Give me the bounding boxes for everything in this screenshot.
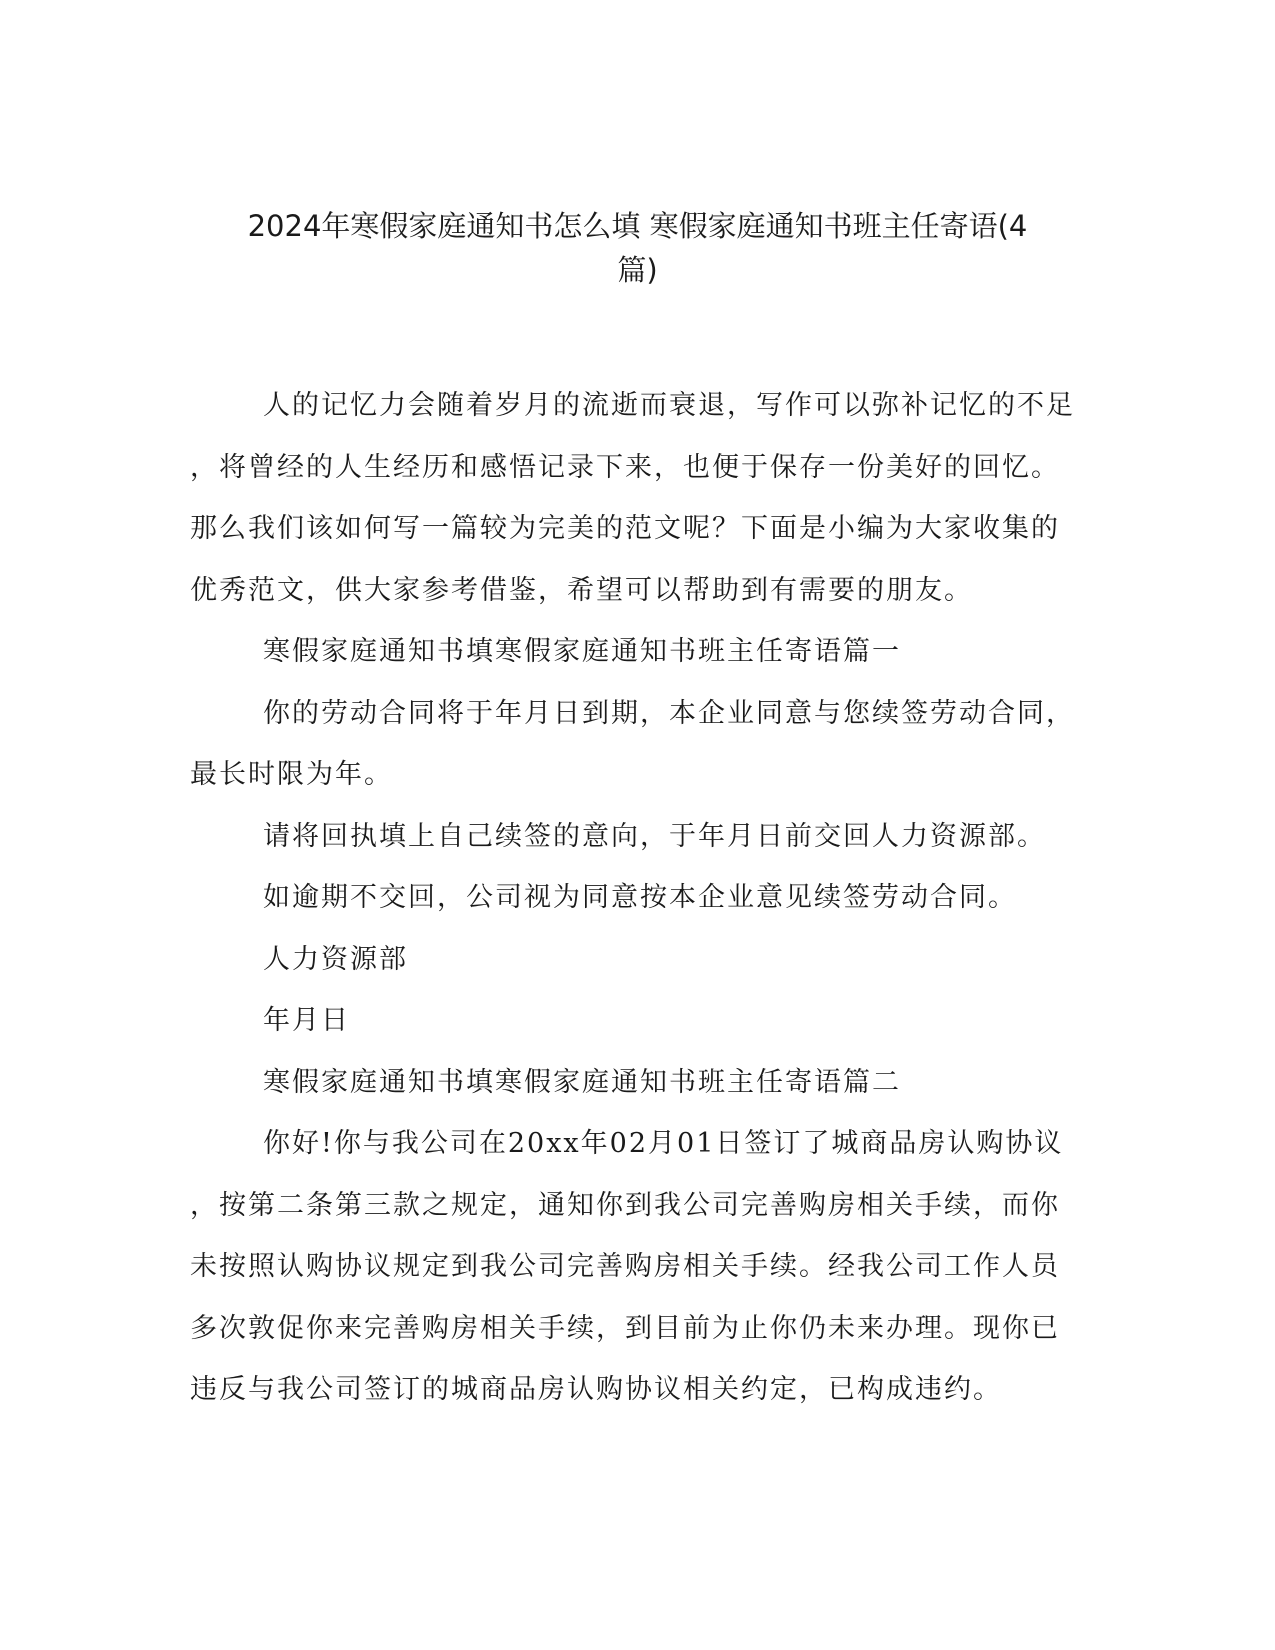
title-line-1: 2024年寒假家庭通知书怎么填 寒假家庭通知书班主任寄语(4 [247,209,1028,243]
text-line: 你好!你与我公司在20xx年02月01日签订了城商品房认购协议 [263,1128,1064,1159]
text-line: 你的劳动合同将于年月日到期，本企业同意与您续签劳动合同， [263,697,1075,729]
text-line: 优秀范文，供大家参考借鉴，希望可以帮助到有需要的朋友。 [190,574,973,606]
text-line: 最长时限为年。 [190,759,393,790]
text-line: 违反与我公司签订的城商品房认购协议相关约定，已构成违约。 [190,1374,1002,1405]
signature-department: 人力资源部 [263,943,408,975]
text-line: 未按照认购协议规定到我公司完善购房相关手续。经我公司工作人员 [190,1251,1060,1282]
section-heading-2: 寒假家庭通知书填寒假家庭通知书班主任寄语篇二 [263,1066,901,1098]
title-line-2: 篇) [617,253,658,287]
text-line: 请将回执填上自己续签的意向，于年月日前交回人力资源部。 [263,820,1046,852]
text-line: ，将曾经的人生经历和感悟记录下来，也便于保存一份美好的回忆。 [190,451,1060,483]
document-title [150,204,1125,292]
section-heading-1: 寒假家庭通知书填寒假家庭通知书班主任寄语篇一 [263,636,901,667]
document-body [190,375,1090,1421]
text-line: 如逾期不交回，公司视为同意按本企业意见续签劳动合同。 [263,882,1017,913]
signature-date: 年月日 [263,1005,350,1036]
text-line: 人的记忆力会随着岁月的流逝而衰退，写作可以弥补记忆的不足 [263,390,1075,421]
text-line: 那么我们该如何写一篇较为完美的范文呢？下面是小编为大家收集的 [190,513,1060,544]
text-line: 多次敦促你来完善购房相关手续，到目前为止你仍未来办理。现你已 [190,1312,1060,1344]
text-line: ，按第二条第三款之规定，通知你到我公司完善购房相关手续，而你 [190,1189,1060,1221]
